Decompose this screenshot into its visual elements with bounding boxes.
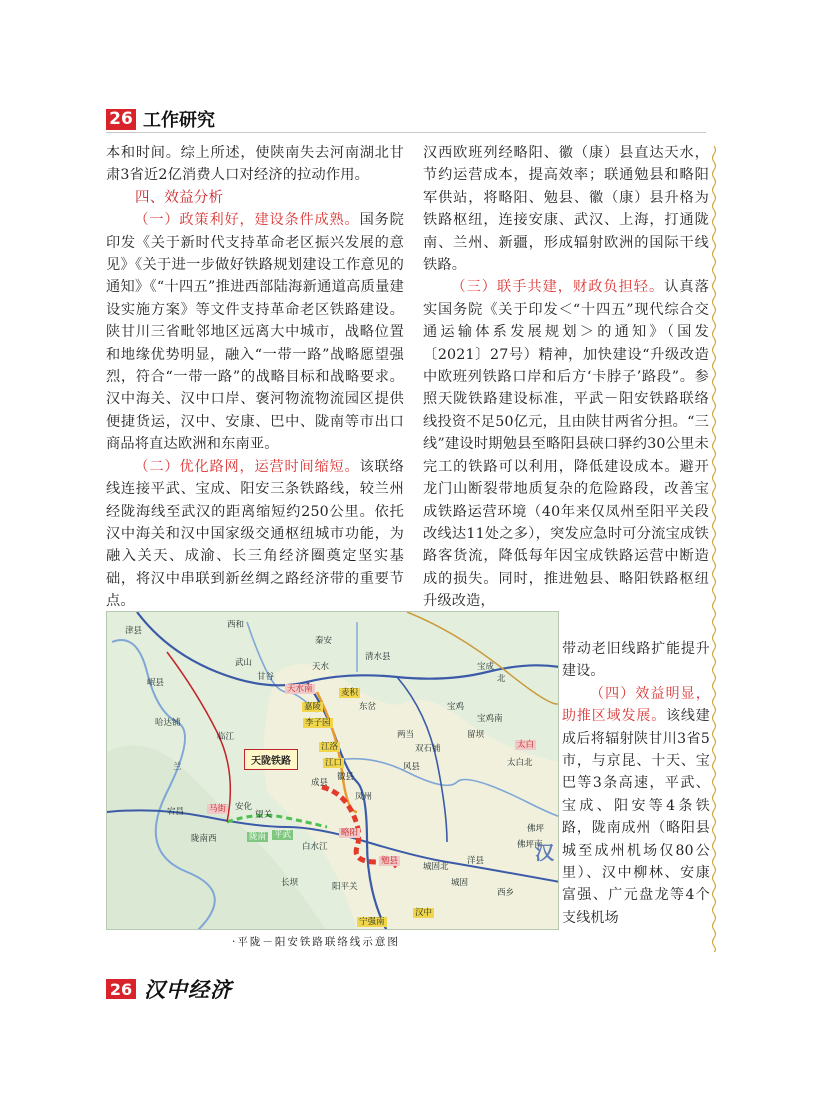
map-label: 宝鸡南 (477, 714, 503, 724)
map-label: 洋县 (467, 856, 485, 866)
section-heading: 工作研究 (143, 110, 215, 131)
railway-map-figure (106, 611, 559, 930)
map-label: 太白北 (507, 758, 533, 768)
map-label: 麦积 (341, 688, 359, 698)
paragraph-policy: （一）政策利好，建设条件成熟。国务院印发《关于新时代支持革命老区振兴发展的意见》《关于进一步做好铁路规划建设工作意见的通知》《“十四五”推进西部陆海新通道高质量建设实施方案》等文件支持革命老区铁路建设。陕甘川三省毗邻地区远离大中城市，战略位置和地缘优势明显，融入“一带一路”战略愿望强烈，符合“一带一路”的战略目标和战略要求。汉中海关、汉中口岸、褒河物流物流园区提供便捷货运，汉中、安康、巴中、陇南等市出口商品将直达欧洲和东南亚。 (106, 212, 404, 453)
map-label: 陇南西 (191, 834, 217, 844)
map-label: 西乡 (497, 888, 515, 898)
map-label: 宝成 (477, 662, 495, 672)
map-label: 两当 (397, 730, 415, 740)
paragraph-benefit: （四）效益明显，助推区域发展。该线建成后将辐射陕甘川3省5市，与京昆、十天、宝巴等3条高速，平武、宝成、阳安等4条铁路，陇南成州（略阳县城至成州机场仅80公里）、汉中柳林、安康富强、广元盘龙等4个支线机场 (562, 685, 710, 926)
map-label: 佛坪南 (517, 840, 543, 850)
figure-caption: ·平陇－阳安铁路联络线示意图 (232, 936, 400, 948)
map-label: 临江 (217, 732, 235, 742)
paragraph: 带动老旧线路扩能提升建设。 (562, 641, 710, 680)
map-label: 宝鸡 (447, 702, 465, 712)
paragraph-cobuild: （三）联手共建，财政负担轻。认真落实国务院《关于印发＜“十四五”现代综合交通运输体系发展规划＞的通知》（国发〔2021〕27号）精神，加快建设“升级改造中欧班列铁路口岸和后方‘卡脖子’路段”。参照天陇铁路建设标准，平武－阳安铁路联络线投资不足50亿元，且由陕甘两省分担。“三线”建设时期勉县至略阳县硖口驿约30公里未完工的铁路可以利用，降低建设成本。避开龙门山断裂带地质复杂的危险路段，改善宝成铁路运营环境（40年来仅凤州至阳平关段改线达11处之多），突发应急时可分流宝成铁路客货流，降低每年因宝成铁路运营中断造成的损失。同时，推进勉县、略阳铁路枢纽升级改造， (423, 279, 709, 610)
map-legend: 天陇铁路 (244, 749, 298, 770)
map-label: 留坝 (467, 730, 485, 740)
map-label: 兰 (173, 762, 182, 772)
page-number-badge: 26 (106, 109, 136, 130)
map-label: 西和 (227, 620, 245, 630)
map-label: 武山 (235, 658, 253, 668)
paragraph: 汉西欧班列经略阳、徽（康）县直达天水，节约运营成本，提高效率；联通勉县和略阳军供站，将略阳、勉县、徽（康）县升格为铁路枢纽，连接安康、武汉、上海，打通陇南、兰州、新疆，形成辐射欧洲的国际干线铁路。 (423, 145, 709, 274)
header-divider (106, 132, 706, 133)
map-label: 嘉陵 (304, 702, 322, 712)
map-label: 城固北 (423, 862, 449, 872)
decorative-wavy-border (711, 146, 717, 952)
map-label: 宁强南 (359, 917, 385, 927)
right-column (423, 142, 709, 613)
subheading: （四）效益明显，助推区域发展。 (562, 685, 710, 725)
subheading: （一）政策利好，建设条件成熟。 (134, 212, 360, 229)
map-label: 成县 (311, 778, 329, 788)
map-label: 秦安 (315, 636, 333, 646)
map-label: 甘谷 (257, 672, 275, 682)
map-label: 佛坪 (527, 824, 545, 834)
footer-page-number: 26 (106, 979, 136, 999)
map-label: 马街 (209, 804, 227, 814)
narrow-column (562, 638, 710, 929)
map-label: 宕昌 (167, 807, 185, 817)
map-label: 风县 (403, 762, 421, 772)
map-label: 津县 (125, 626, 143, 636)
subheading: （二）优化路网，运营时间缩短。 (134, 458, 360, 475)
map-label: 阳平关 (332, 882, 358, 892)
map-label: 天水 (312, 662, 330, 672)
map-label: 陇南 (249, 832, 267, 842)
map-label: 天水南 (287, 684, 313, 694)
paragraph-network: （二）优化路网，运营时间缩短。该联络线连接平武、宝成、阳安三条铁路线，较兰州经陇海线至武汉的距离缩短约250公里。依托汉中海关和汉中国家级交通枢纽城市功能，为融入关天、成渝、长三角经济圈奠定坚实基础，将汉中串联到新丝绸之路经济带的重要节点。 (106, 458, 404, 610)
map-label: 江洛 (321, 742, 339, 752)
paragraph: 本和时间。综上所述，使陕南失去河南湖北甘肃3省近2亿消费人口对经济的拉动作用。 (106, 145, 404, 184)
map-label: 清水县 (365, 652, 391, 662)
map-label: 北 (497, 674, 506, 684)
map-label: 汉中 (415, 908, 433, 918)
map-label: 李子园 (305, 718, 331, 728)
map-label: 汉 (535, 842, 555, 864)
map-label: 勉县 (381, 856, 399, 866)
page-header (106, 108, 215, 130)
map-label: 平武 (274, 830, 292, 840)
map-label: 城固 (451, 878, 469, 888)
map-label: 白水江 (302, 842, 328, 852)
map-label: 东岔 (359, 702, 377, 712)
map-label: 安化 (235, 802, 253, 812)
map-label: 长坝 (281, 878, 299, 888)
section-title: 四、效益分析 (135, 189, 224, 206)
page-footer (106, 974, 232, 1004)
map-label: 望关 (255, 810, 273, 820)
subheading: （三）联手共建，财政负担轻。 (451, 279, 665, 296)
map-label: 凤州 (355, 792, 373, 802)
map-label: 略阳 (341, 828, 359, 838)
map-label: 岷县 (147, 678, 165, 688)
magazine-logo: 汉中经济 (144, 977, 232, 1002)
map-label: 太白 (517, 740, 535, 750)
map-label: 江口 (325, 758, 343, 768)
map-label: 双石铺 (415, 744, 441, 754)
map-label: 徽县 (337, 772, 355, 782)
left-column (106, 142, 404, 613)
map-label: 哈达铺 (155, 718, 181, 728)
